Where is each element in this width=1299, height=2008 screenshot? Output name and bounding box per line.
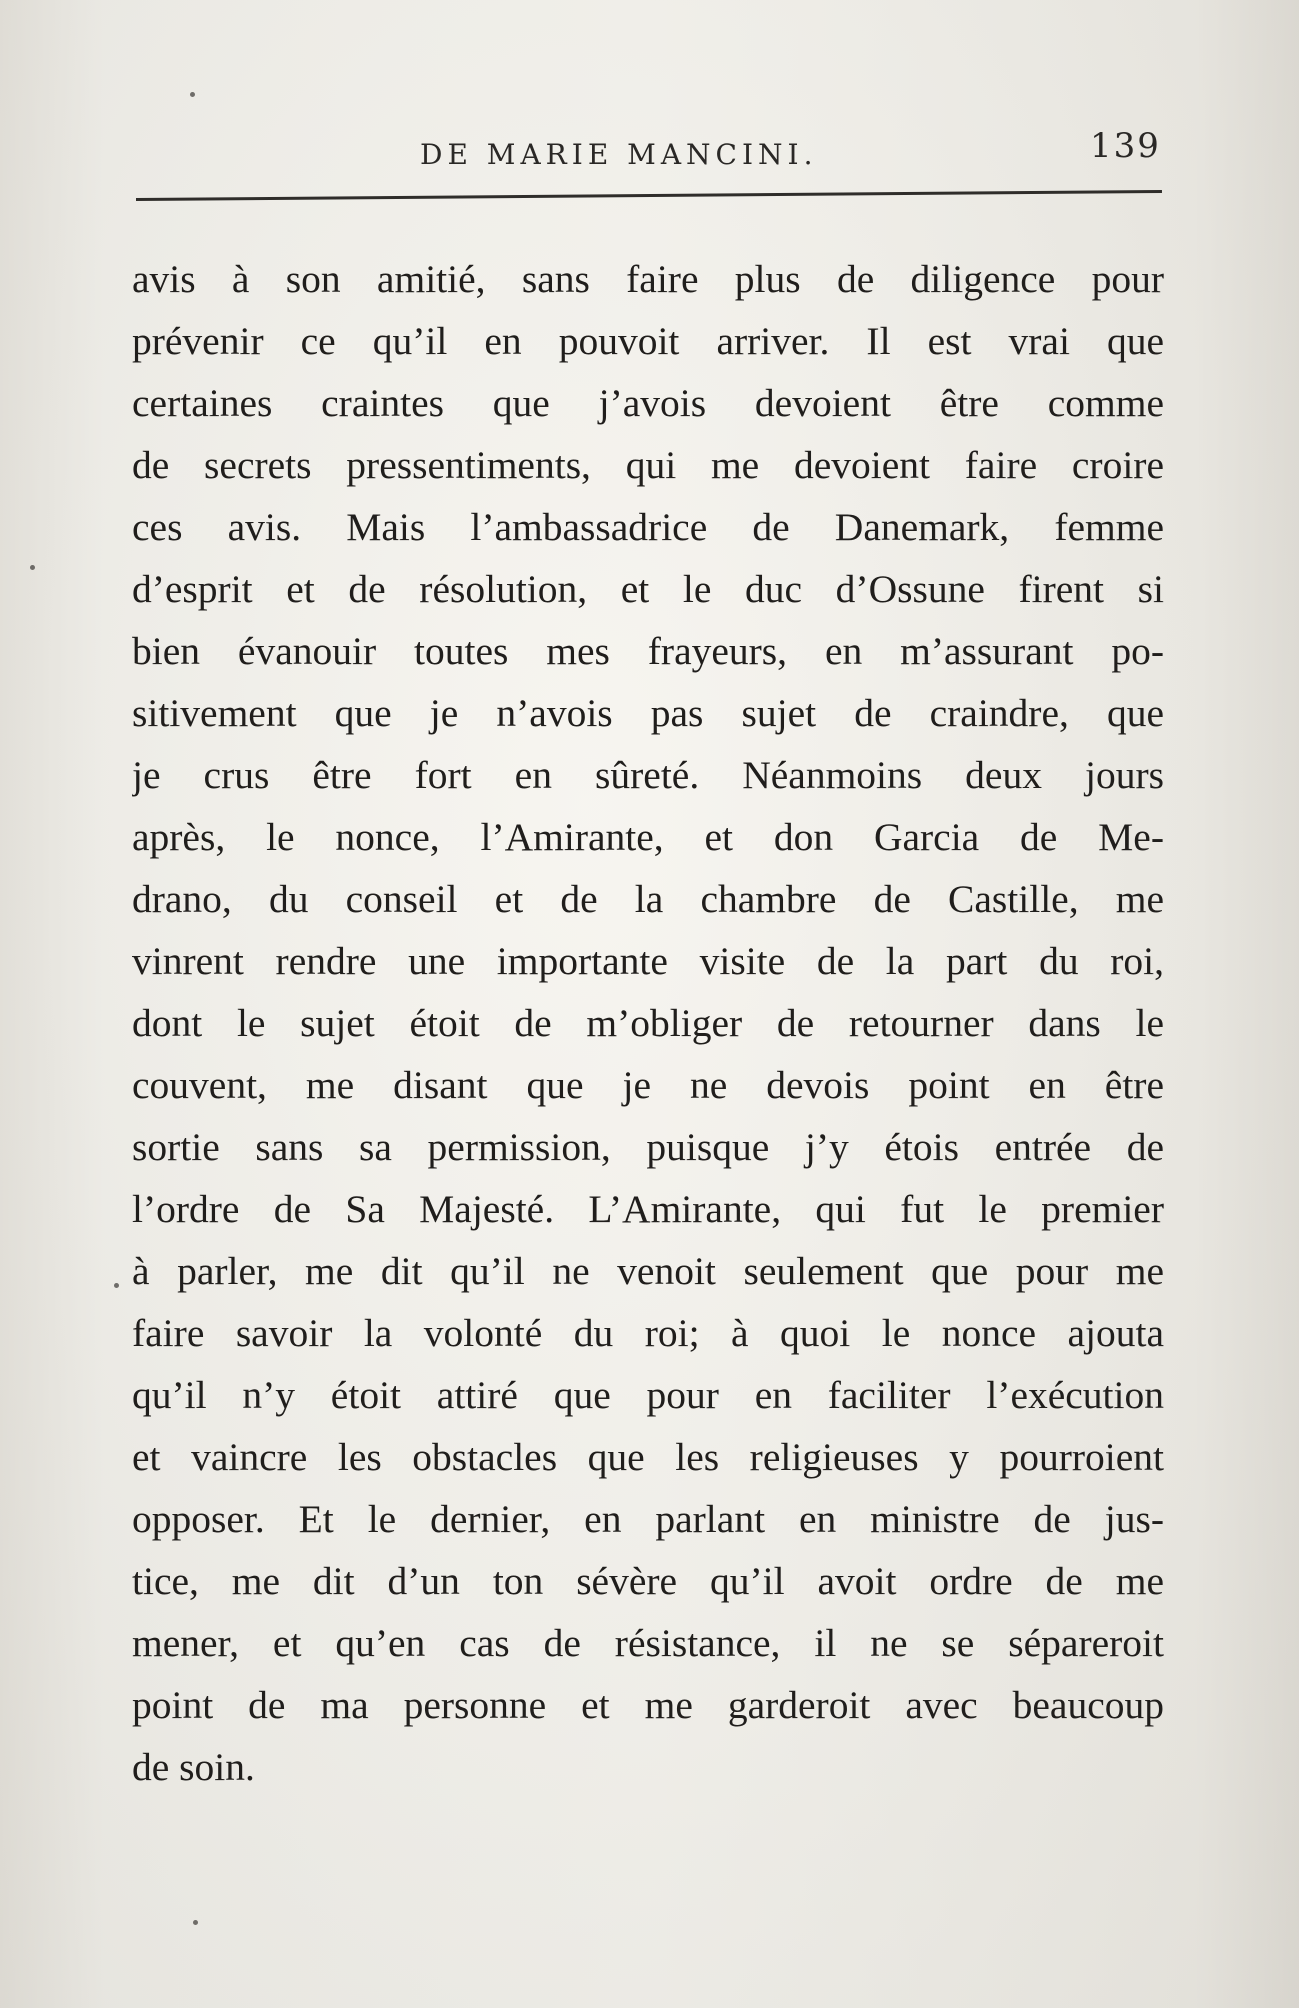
text-line: et vaincre les obstacles que les religieuses y pourroient	[132, 1435, 1164, 1479]
running-title: DE MARIE MANCINI.	[420, 138, 818, 171]
text-line: sortie sans sa permission, puisque j’y étois entrée de	[132, 1125, 1164, 1169]
text-line: après, le nonce, l’Amirante, et don Garcia de Me-	[132, 815, 1164, 859]
text-line: avis à son amitié, sans faire plus de diligence pour	[132, 257, 1164, 301]
page-number: 139	[1090, 126, 1161, 166]
text-line: je crus être fort en sûreté. Néanmoins deux jours	[132, 753, 1164, 797]
text-line: opposer. Et le dernier, en parlant en ministre de jus-	[132, 1497, 1164, 1541]
text-line: l’ordre de Sa Majesté. L’Amirante, qui fut le premier	[132, 1187, 1164, 1231]
text-line: drano, du conseil et de la chambre de Castille, me	[132, 877, 1164, 921]
text-line: mener, et qu’en cas de résistance, il ne se sépareroit	[132, 1621, 1164, 1665]
text-line: de secrets pressentiments, qui me devoient faire croire	[132, 443, 1164, 487]
text-line: d’esprit et de résolution, et le duc d’Ossune firent si	[132, 567, 1164, 611]
text-line: certaines craintes que j’avois devoient être comme	[132, 381, 1164, 425]
text-line: bien évanouir toutes mes frayeurs, en m’assurant po-	[132, 629, 1164, 673]
text-line: prévenir ce qu’il en pouvoit arriver. Il est vrai que	[132, 319, 1164, 363]
text-line: à parler, me dit qu’il ne venoit seulement que pour me	[132, 1249, 1164, 1293]
header-rule	[136, 190, 1162, 201]
paper-speck	[193, 1920, 198, 1925]
text-line: tice, me dit d’un ton sévère qu’il avoit ordre de me	[132, 1559, 1164, 1603]
text-line: qu’il n’y étoit attiré que pour en faciliter l’exécution	[132, 1373, 1164, 1417]
body-text	[132, 248, 1164, 1798]
text-line: couvent, me disant que je ne devois point en être	[132, 1063, 1164, 1107]
paper-speck	[114, 1283, 119, 1288]
text-line: de soin.	[132, 1745, 255, 1789]
text-line: dont le sujet étoit de m’obliger de retourner dans le	[132, 1001, 1164, 1045]
text-line: ces avis. Mais l’ambassadrice de Danemark, femme	[132, 505, 1164, 549]
paper-speck	[30, 565, 35, 570]
text-line: point de ma personne et me garderoit avec beaucoup	[132, 1683, 1164, 1727]
text-line: sitivement que je n’avois pas sujet de craindre, que	[132, 691, 1164, 735]
text-line: vinrent rendre une importante visite de la part du roi,	[132, 939, 1164, 983]
paper-speck	[190, 92, 195, 97]
text-line: faire savoir la volonté du roi; à quoi le nonce ajouta	[132, 1311, 1164, 1355]
page-header	[0, 118, 1299, 178]
